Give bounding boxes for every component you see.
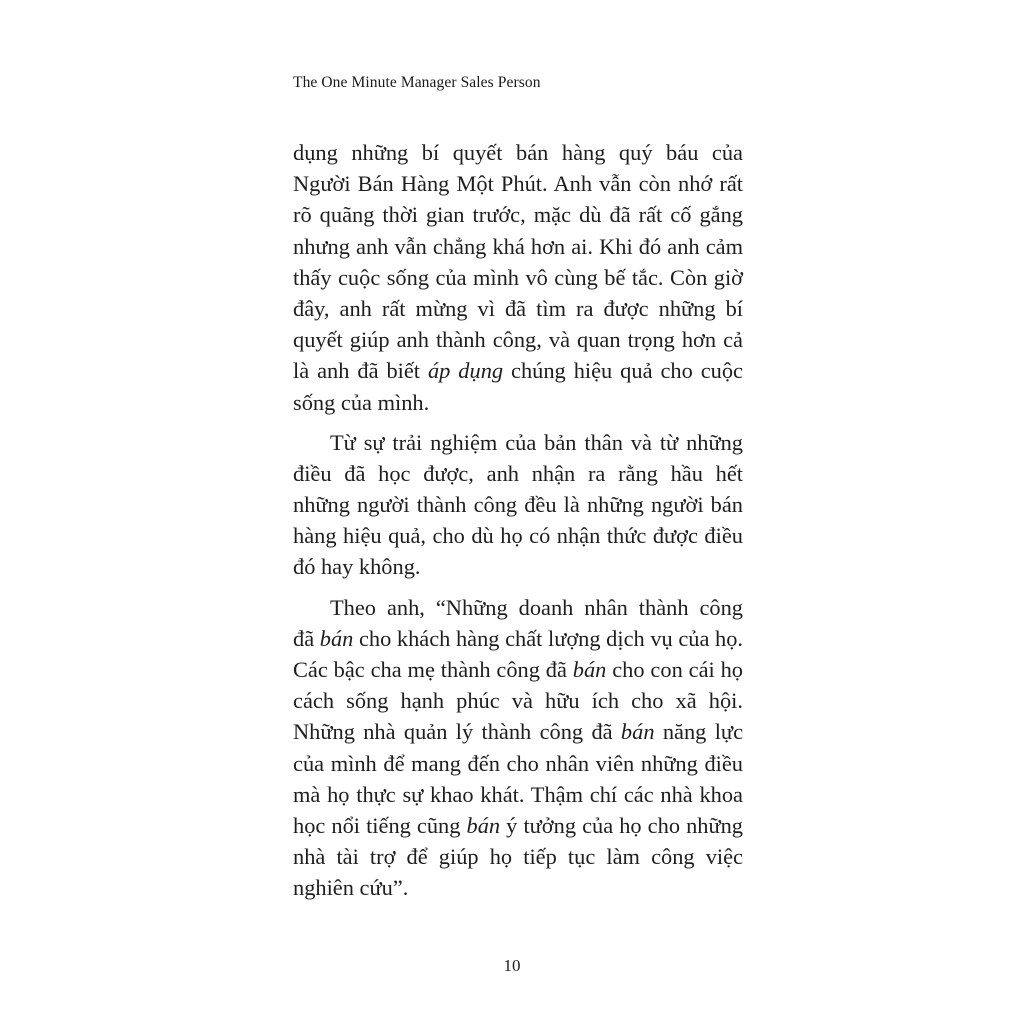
text-run: mà họ thực sự khao khát. Thậm chí các nhà khoa [293, 781, 743, 807]
text-line [293, 748, 743, 779]
paragraph [293, 427, 743, 583]
text-line [293, 872, 743, 903]
text-line [293, 199, 743, 230]
body-text [293, 137, 743, 904]
text-line [293, 137, 743, 168]
text-run: Những nhà quản lý thành công đã [293, 719, 621, 745]
paragraph [293, 592, 743, 904]
text-run: sống của mình. [293, 389, 430, 415]
text-run: nhưng anh vẫn chẳng khá hơn ai. Khi đó anh cảm [293, 233, 743, 259]
text-line [293, 551, 743, 582]
text-run: Theo anh, “Những doanh nhân thành công [330, 594, 743, 620]
paragraph [293, 137, 743, 418]
text-line [293, 231, 743, 262]
paragraph-gap [293, 418, 743, 427]
text-run: là anh đã biết [293, 358, 428, 384]
text-line [293, 685, 743, 716]
text-line [293, 841, 743, 872]
text-run: đây, anh rất mừng vì đã tìm ra được những bí [293, 295, 743, 321]
text-line [293, 489, 743, 520]
text-line [293, 779, 743, 810]
text-line [293, 592, 743, 623]
text-line [293, 168, 743, 199]
text-run: ý tưởng của họ cho những [500, 812, 743, 838]
text-line [293, 623, 743, 654]
text-line [293, 520, 743, 551]
running-head: The One Minute Manager Sales Person [293, 74, 541, 91]
text-run: cho khách hàng chất lượng dịch vụ của họ. [353, 625, 744, 651]
paragraph-gap [293, 583, 743, 592]
italic-emphasis: bán [319, 625, 354, 651]
text-line [293, 293, 743, 324]
text-run: rõ quãng thời gian trước, mặc dù đã rất cố gắng [293, 202, 743, 228]
text-line [293, 324, 743, 355]
italic-emphasis: bán [572, 657, 607, 682]
text-run: điều đã học được, anh nhận ra rằng hầu hết [293, 460, 743, 486]
text-run: nhà tài trợ để giúp họ tiếp tục làm công việc [293, 844, 743, 870]
text-line [293, 355, 743, 386]
text-run: học nổi tiếng cũng [293, 812, 467, 838]
text-run: nghiên cứu”. [293, 875, 409, 901]
text-line [293, 716, 743, 747]
text-run: của mình để mang đến cho nhân viên những điều [293, 750, 743, 776]
italic-emphasis: áp dụng [427, 358, 504, 384]
text-line [293, 387, 743, 418]
text-run: năng lực [654, 719, 744, 745]
text-line [293, 262, 743, 293]
text-run: cách sống hạnh phúc và hữu ích cho xã hội. [293, 688, 743, 714]
page-number: 10 [503, 956, 521, 975]
text-line [293, 810, 743, 841]
text-run: hàng hiệu quả, cho dù họ có nhận thức được điều [293, 523, 743, 549]
italic-emphasis: bán [466, 812, 501, 838]
text-run: Các bậc cha mẹ thành công đã [293, 657, 573, 682]
text-line [293, 427, 743, 458]
text-run: chúng hiệu quả cho cuộc [503, 358, 743, 384]
text-line [293, 654, 743, 685]
text-run: những người thành công đều là những người bán [293, 492, 743, 518]
text-run: quyết giúp anh thành công, và quan trọng hơn cả [293, 327, 743, 353]
text-run: đã [293, 625, 320, 651]
text-run: Người Bán Hàng Một Phút. Anh vẫn còn nhớ rất [293, 171, 743, 197]
text-run: dụng những bí quyết bán hàng quý báu của [293, 140, 743, 165]
text-run: đó hay không. [293, 554, 421, 580]
text-line [293, 458, 743, 489]
italic-emphasis: bán [620, 719, 655, 745]
text-run: thấy cuộc sống của mình vô cùng bế tắc. Còn giờ [293, 264, 743, 290]
text-run: Từ sự trải nghiệm của bản thân và từ những [330, 429, 743, 455]
text-run: cho con cái họ [606, 657, 743, 682]
